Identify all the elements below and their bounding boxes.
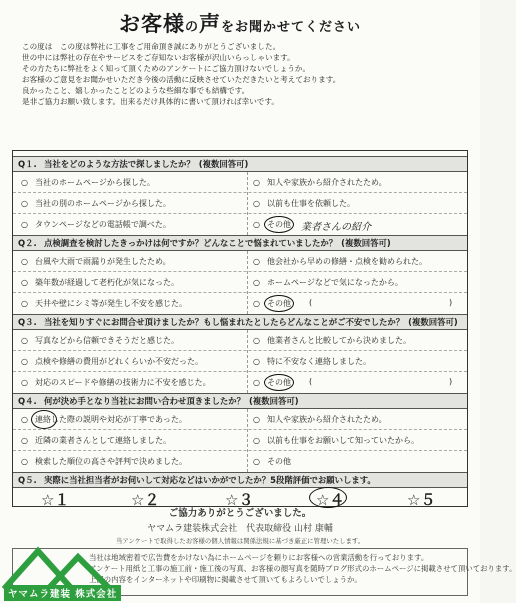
- intro-line: 良かったこと、嬉しかったことどのような些細な事でも結構です。: [22, 86, 250, 95]
- option-row: [13, 293, 467, 314]
- intro-line: 是非ご協力お願い致します。出来るだけ具体的に書いて頂ければ幸いです。: [22, 97, 279, 106]
- option-checkbox[interactable]: ○ 知人や家族から紹介されたため。: [253, 415, 387, 424]
- page-title: [0, 8, 480, 38]
- option-row: [13, 251, 467, 272]
- rating-5[interactable]: ☆５: [407, 491, 436, 509]
- selection-circle: [264, 295, 294, 312]
- question-number: Q１.: [18, 159, 37, 169]
- rating-2[interactable]: ☆２: [131, 491, 160, 509]
- paren-open: (: [309, 298, 313, 307]
- consent-line: アンケート用紙と工事の施工前・施工後の写真、お客様の顔写真を随時ブログ形式のホームページに掲載させて頂いております。: [89, 564, 516, 573]
- option-row: [13, 351, 467, 372]
- question-text: 当社を知りすぐにお問合せ頂けましたか？もし悩まれたとしたらどんなことがご不安でしたか？: [44, 317, 405, 327]
- option-checkbox[interactable]: ○ 築年数が経過して老朽化が気になった。: [21, 278, 179, 287]
- option-row: [13, 172, 467, 193]
- option-checkbox[interactable]: ○ 知人や家族から紹介されたため。: [253, 178, 387, 187]
- question-number: Q４.: [18, 396, 37, 406]
- option-checkbox[interactable]: ○ 対応のスピードや修繕の技術力に不安を感じた。: [21, 378, 211, 387]
- privacy-note: 当アンケートで取得したお客様の個人情報は関係法規に基づき厳正に管理いたします。: [115, 537, 365, 545]
- title-part: をお聞かせてください: [221, 20, 362, 35]
- thanks-message: ご協力ありがとうございました。: [168, 508, 312, 519]
- question-header-q4: [13, 393, 467, 409]
- rating-3[interactable]: ☆３: [225, 491, 254, 509]
- question-tag: (複数回答可): [408, 317, 458, 327]
- option-row: [13, 372, 467, 393]
- option-checkbox[interactable]: ○ 他会社から早めの修繕・点検を勧められた。: [253, 257, 427, 266]
- option-row: [13, 193, 467, 214]
- intro-line: お客様のご意見をお聞かせいただき今後の活動に反映させていただきたいと考えております。: [22, 75, 341, 84]
- question-text: 実際に当社担当者がお伺いして対応などはいかがでしたか？5段階評価でお願いします。: [44, 475, 376, 485]
- option-row: [13, 214, 467, 235]
- title-part: 声: [199, 12, 221, 36]
- rating-4[interactable]: ☆４: [316, 491, 345, 509]
- option-checkbox[interactable]: ○ その他: [253, 299, 291, 308]
- intro-text: [22, 41, 462, 107]
- option-row: [13, 451, 467, 472]
- option-checkbox[interactable]: ○ ホームページなどで気になったから。: [253, 278, 403, 287]
- question-number: Q３.: [18, 317, 37, 327]
- option-checkbox[interactable]: ○ 他業者さんと比較してから決めました。: [253, 336, 411, 345]
- option-checkbox[interactable]: ○ 当社のホームページから探した。: [21, 178, 155, 187]
- question-header-q2: [13, 235, 467, 251]
- company-signature: ヤマムラ建装株式会社 代表取締役 山村 康輔: [147, 524, 333, 534]
- option-checkbox[interactable]: ○ タウンページなどの電話帳で調べた。: [21, 220, 171, 229]
- question-header-q3: [13, 314, 467, 330]
- option-checkbox[interactable]: ○ 天井や壁にシミ等が発生し不安を感じた。: [21, 299, 187, 308]
- rating-1[interactable]: ☆１: [41, 491, 70, 509]
- option-checkbox[interactable]: ○ 検索した順位の高さや評判で決めました。: [21, 457, 187, 466]
- question-text: 点検調査を検討したきっかけは何ですか？どんなことで悩まれていましたか？: [44, 238, 338, 248]
- question-number: Q２.: [18, 238, 37, 248]
- option-row: [13, 272, 467, 293]
- question-number: Q５.: [18, 475, 37, 485]
- option-row: [13, 409, 467, 430]
- question-text: 何が決め手となり当社にお問い合わせ頂きましたか？: [44, 396, 245, 406]
- option-checkbox[interactable]: ○ 台風や大雨で雨漏りが発生したため。: [21, 257, 171, 266]
- selection-circle: [264, 374, 294, 391]
- option-row: [13, 430, 467, 451]
- handwritten-answer: 業者さんの紹介: [301, 222, 371, 233]
- paren-close: ): [449, 377, 453, 386]
- option-checkbox[interactable]: ○ その他: [253, 220, 291, 229]
- survey-form: [12, 150, 468, 507]
- selection-circle: [264, 216, 294, 233]
- company-logo-text: ヤマムラ建装 株式会社: [4, 585, 121, 601]
- option-checkbox[interactable]: ○ 点検や修繕の費用がどれくらいか不安だった。: [21, 357, 203, 366]
- option-row: [13, 330, 467, 351]
- question-tag: (複数回答可): [198, 159, 249, 169]
- title-part: お客様: [118, 12, 185, 36]
- option-checkbox[interactable]: ○ 写真などから信頼できそうだと感じた。: [21, 336, 179, 345]
- question-text: 当社をどのような方法で探しましたか？: [44, 159, 195, 169]
- question-tag: (複数回答可): [249, 396, 299, 406]
- option-checkbox[interactable]: ○ その他: [253, 378, 291, 387]
- question-tag: (複数回答可): [341, 238, 391, 248]
- option-checkbox[interactable]: ○ その他: [253, 457, 291, 466]
- option-checkbox[interactable]: ○ 当社の別のホームページから探した。: [21, 199, 171, 208]
- question-header-q1: [13, 156, 467, 172]
- option-checkbox[interactable]: ○ 以前も仕事をお願いして知っていたから。: [253, 436, 419, 445]
- intro-line: 世の中には弊社の存在やサービスをご存知ないお客様が沢山いらっしゃいます。: [22, 53, 295, 62]
- intro-line: その方たちに弊社をよく知って頂くためのアンケートにご協力頂けないでしょうか。: [22, 64, 311, 73]
- option-checkbox[interactable]: ○ 近隣の業者さんとして連絡しました。: [21, 436, 171, 445]
- option-checkbox[interactable]: ○ 以前も仕事を依頼した。: [253, 199, 355, 208]
- title-part: の: [184, 20, 199, 35]
- option-checkbox[interactable]: ○ 特に不安なく連絡しました。: [253, 357, 371, 366]
- consent-line: 上記の内容をインターネットや印刷物に掲載させて頂いてもよろしいでしょうか。: [89, 575, 362, 584]
- selection-circle: [31, 410, 57, 429]
- paren-close: ): [449, 298, 453, 307]
- option-checkbox[interactable]: ○ 連絡した際の説明や対応が丁寧であった。: [21, 415, 187, 424]
- paren-open: (: [309, 377, 313, 386]
- intro-line: この度は この度は弊社に工事をご用命頂き誠にありがとうございました。: [22, 42, 281, 51]
- question-header-q5: [13, 472, 467, 488]
- consent-line: 当社は地域密着で広告費をかけない為にホームページを頼りにお客様への営業活動を行っております。: [89, 553, 429, 562]
